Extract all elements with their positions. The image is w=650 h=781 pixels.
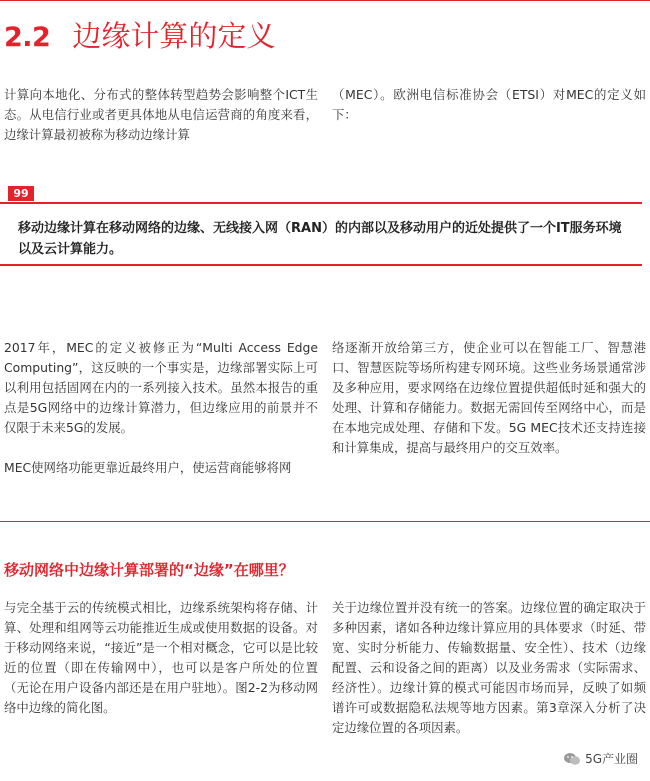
body3-left-column <box>4 598 318 718</box>
section-title: 边缘计算的定义 <box>72 19 276 53</box>
body3-left-text: 与完全基于云的传统模式相比，边缘系统架构将存储、计算、处理和组网等云功能推近生成或使用数据的设备。对于移动网络来说，“接近”是一个相对概念，它可以是比较近的位置（即在传输网中），也可以是客户所处的位置（无论在用户设备内部还是在用户驻地）。图2-2为移动网络中边缘的简化图。 <box>4 600 318 715</box>
watermark <box>559 748 642 769</box>
subsection-title: 移动网络中边缘计算部署的“边缘”在哪里？ <box>4 561 294 579</box>
body3-right-text: 关于边缘位置并没有统一的答案。边缘位置的确定取决于多种因素，诸如各种边缘计算应用的具体要求（时延、带宽、实时分析能力、传输数据量、安全性）、技术（边缘配置、云和设备之间的距离）以及业务需求（实际需求、经济性）。边缘计算的模式可能因市场而异，反映了如频谱许可或数据隐私法规等地方因素。第3章深入分析了决定边缘位置的各项因素。 <box>332 600 646 735</box>
intro-left-column <box>4 85 318 145</box>
intro-left-text: 计算向本地化、分布式的整体转型趋势会影响整个ICT生态。从电信行业或者更具体地从电信运营商的角度来看，边缘计算最初被称为移动边缘计算 <box>4 87 318 142</box>
body2-left-paragraph-2: MEC使网络功能更靠近最终用户，使运营商能够将网 <box>4 460 292 475</box>
section-heading <box>4 14 275 55</box>
definition-text: 移动边缘计算在移动网络的边缘、无线接入网（RAN）的内部以及移动用户的近处提供了一个IT服务环境以及云计算能力。 <box>18 221 622 257</box>
top-rule <box>0 0 650 1</box>
body2-left-paragraph-1: 2017年，MEC的定义被修正为“Multi Access Edge Computing”，这反映的一个事实是，边缘部署实际上可以利用包括固网在内的一系列接入技术。虽然本报告的重点是5G网络中的边缘计算潜力，但边缘应用的前景并不仅限于未来5G的发展。 <box>4 340 318 435</box>
quote-icon: 99 <box>8 186 34 201</box>
body3-right-column <box>332 598 646 738</box>
section-divider <box>0 521 650 522</box>
watermark-text: 5G产业圈 <box>585 752 638 766</box>
wechat-icon <box>563 752 581 766</box>
intro-right-column <box>332 85 646 125</box>
body2-right-column <box>332 338 646 458</box>
intro-right-text: （MEC）。欧洲电信标准协会（ETSI）对MEC的定义如下： <box>332 87 646 122</box>
body2-right-text: 络逐渐开放给第三方，使企业可以在智能工厂、智慧港口、智慧医院等场所构建专网环境。这些业务场景通常涉及多种应用，要求网络在边缘位置提供超低时延和强大的处理、计算和存储能力。数据无需回传至网络中心，而是在本地完成处理、存储和下发。5G MEC技术还支持连接和计算集成，提高与最终用户的交互效率。 <box>332 340 646 455</box>
body2-left-column <box>4 338 318 478</box>
definition-callout <box>0 202 642 266</box>
section-number: 2.2 <box>4 22 51 53</box>
